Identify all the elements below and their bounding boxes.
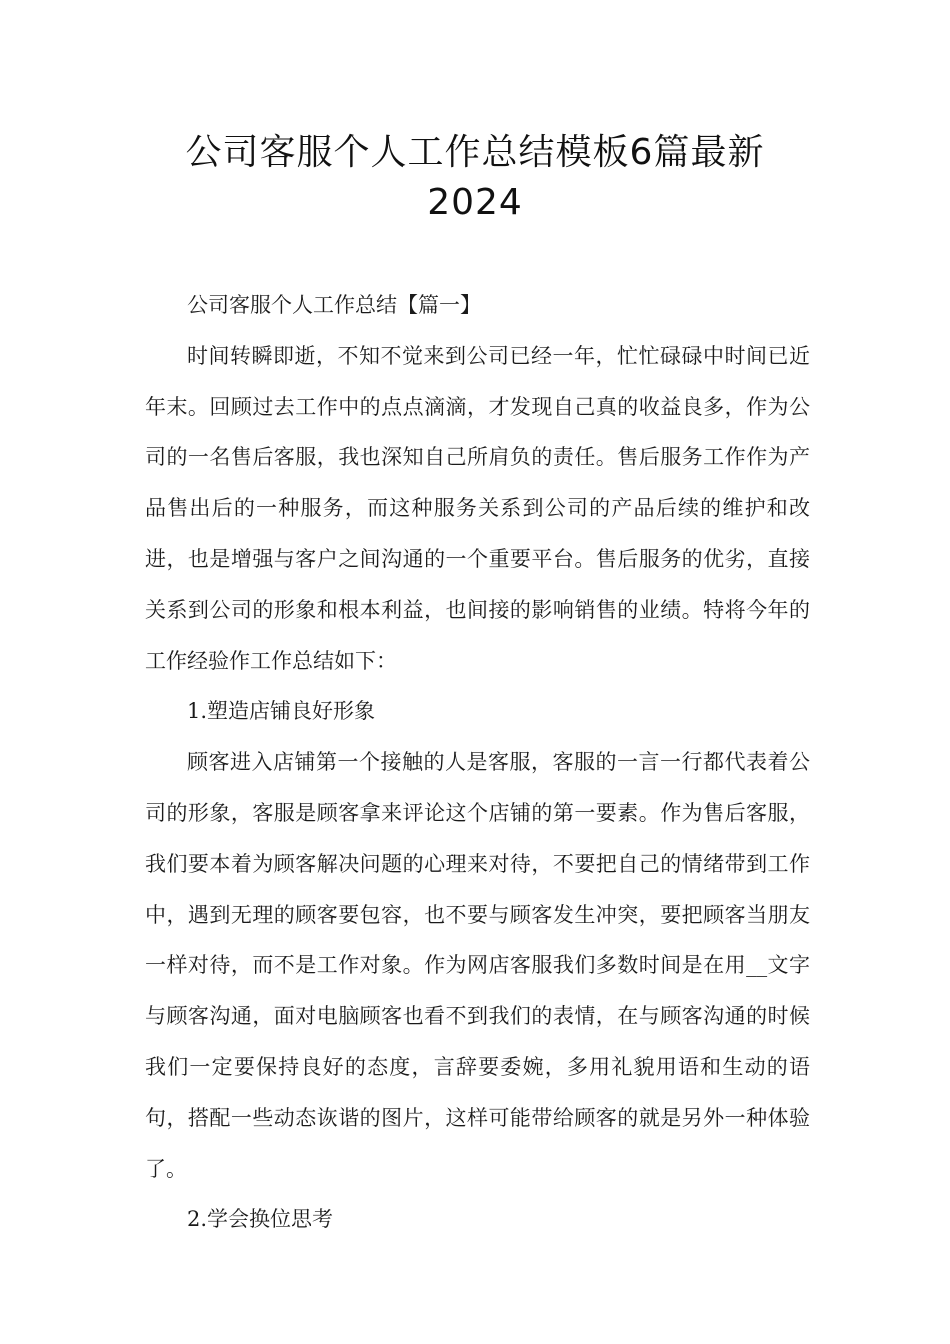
section-heading: 公司客服个人工作总结【篇一】 [187, 293, 481, 317]
document-body [145, 280, 810, 1245]
paragraph-intro: 时间转瞬即逝，不知不觉来到公司已经一年，忙忙碌碌中时间已近年末。回顾过去工作中的点点滴滴，才发现自己真的收益良多，作为公司的一名售后客服，我也深知自己所肩负的责任。售后服务工作作为产品售出后的一种服务，而这种服务关系到公司的产品后续的维护和改进，也是增强与客户之间沟通的一个重要平台。售后服务的优劣，直接关系到公司的形象和根本利益，也间接的影响销售的业绩。特将今年的工作经验作工作总结如下： [145, 343, 810, 673]
document-title [0, 128, 950, 228]
subheading-shape-image: 1.塑造店铺良好形象 [187, 699, 376, 724]
paragraph-shape-image: 顾客进入店铺第一个接触的人是客服，客服的一言一行都代表着公司的形象，客服是顾客拿来评论这个店铺的第一要素。作为售后客服，我们要本着为顾客解决问题的心理来对待，不要把自己的情绪带到工作中，遇到无理的顾客要包容，也不要与顾客发生冲突，要把顾客当朋友一样对待，而不是工作对象。作为网店客服我们多数时间是在用__文字与顾客沟通，面对电脑顾客也看不到我们的表情，在与顾客沟通的时候我们一定要保持良好的态度，言辞要委婉，多用礼貌用语和生动的语句，搭配一些动态诙谐的图片，这样可能带给顾客的就是另外一种体验了。 [145, 750, 810, 1181]
subheading-empathy: 2.学会换位思考 [187, 1207, 334, 1232]
title-line-2: 2024 [427, 182, 523, 223]
title-line-1: 公司客服个人工作总结模板6篇最新 [185, 132, 765, 173]
